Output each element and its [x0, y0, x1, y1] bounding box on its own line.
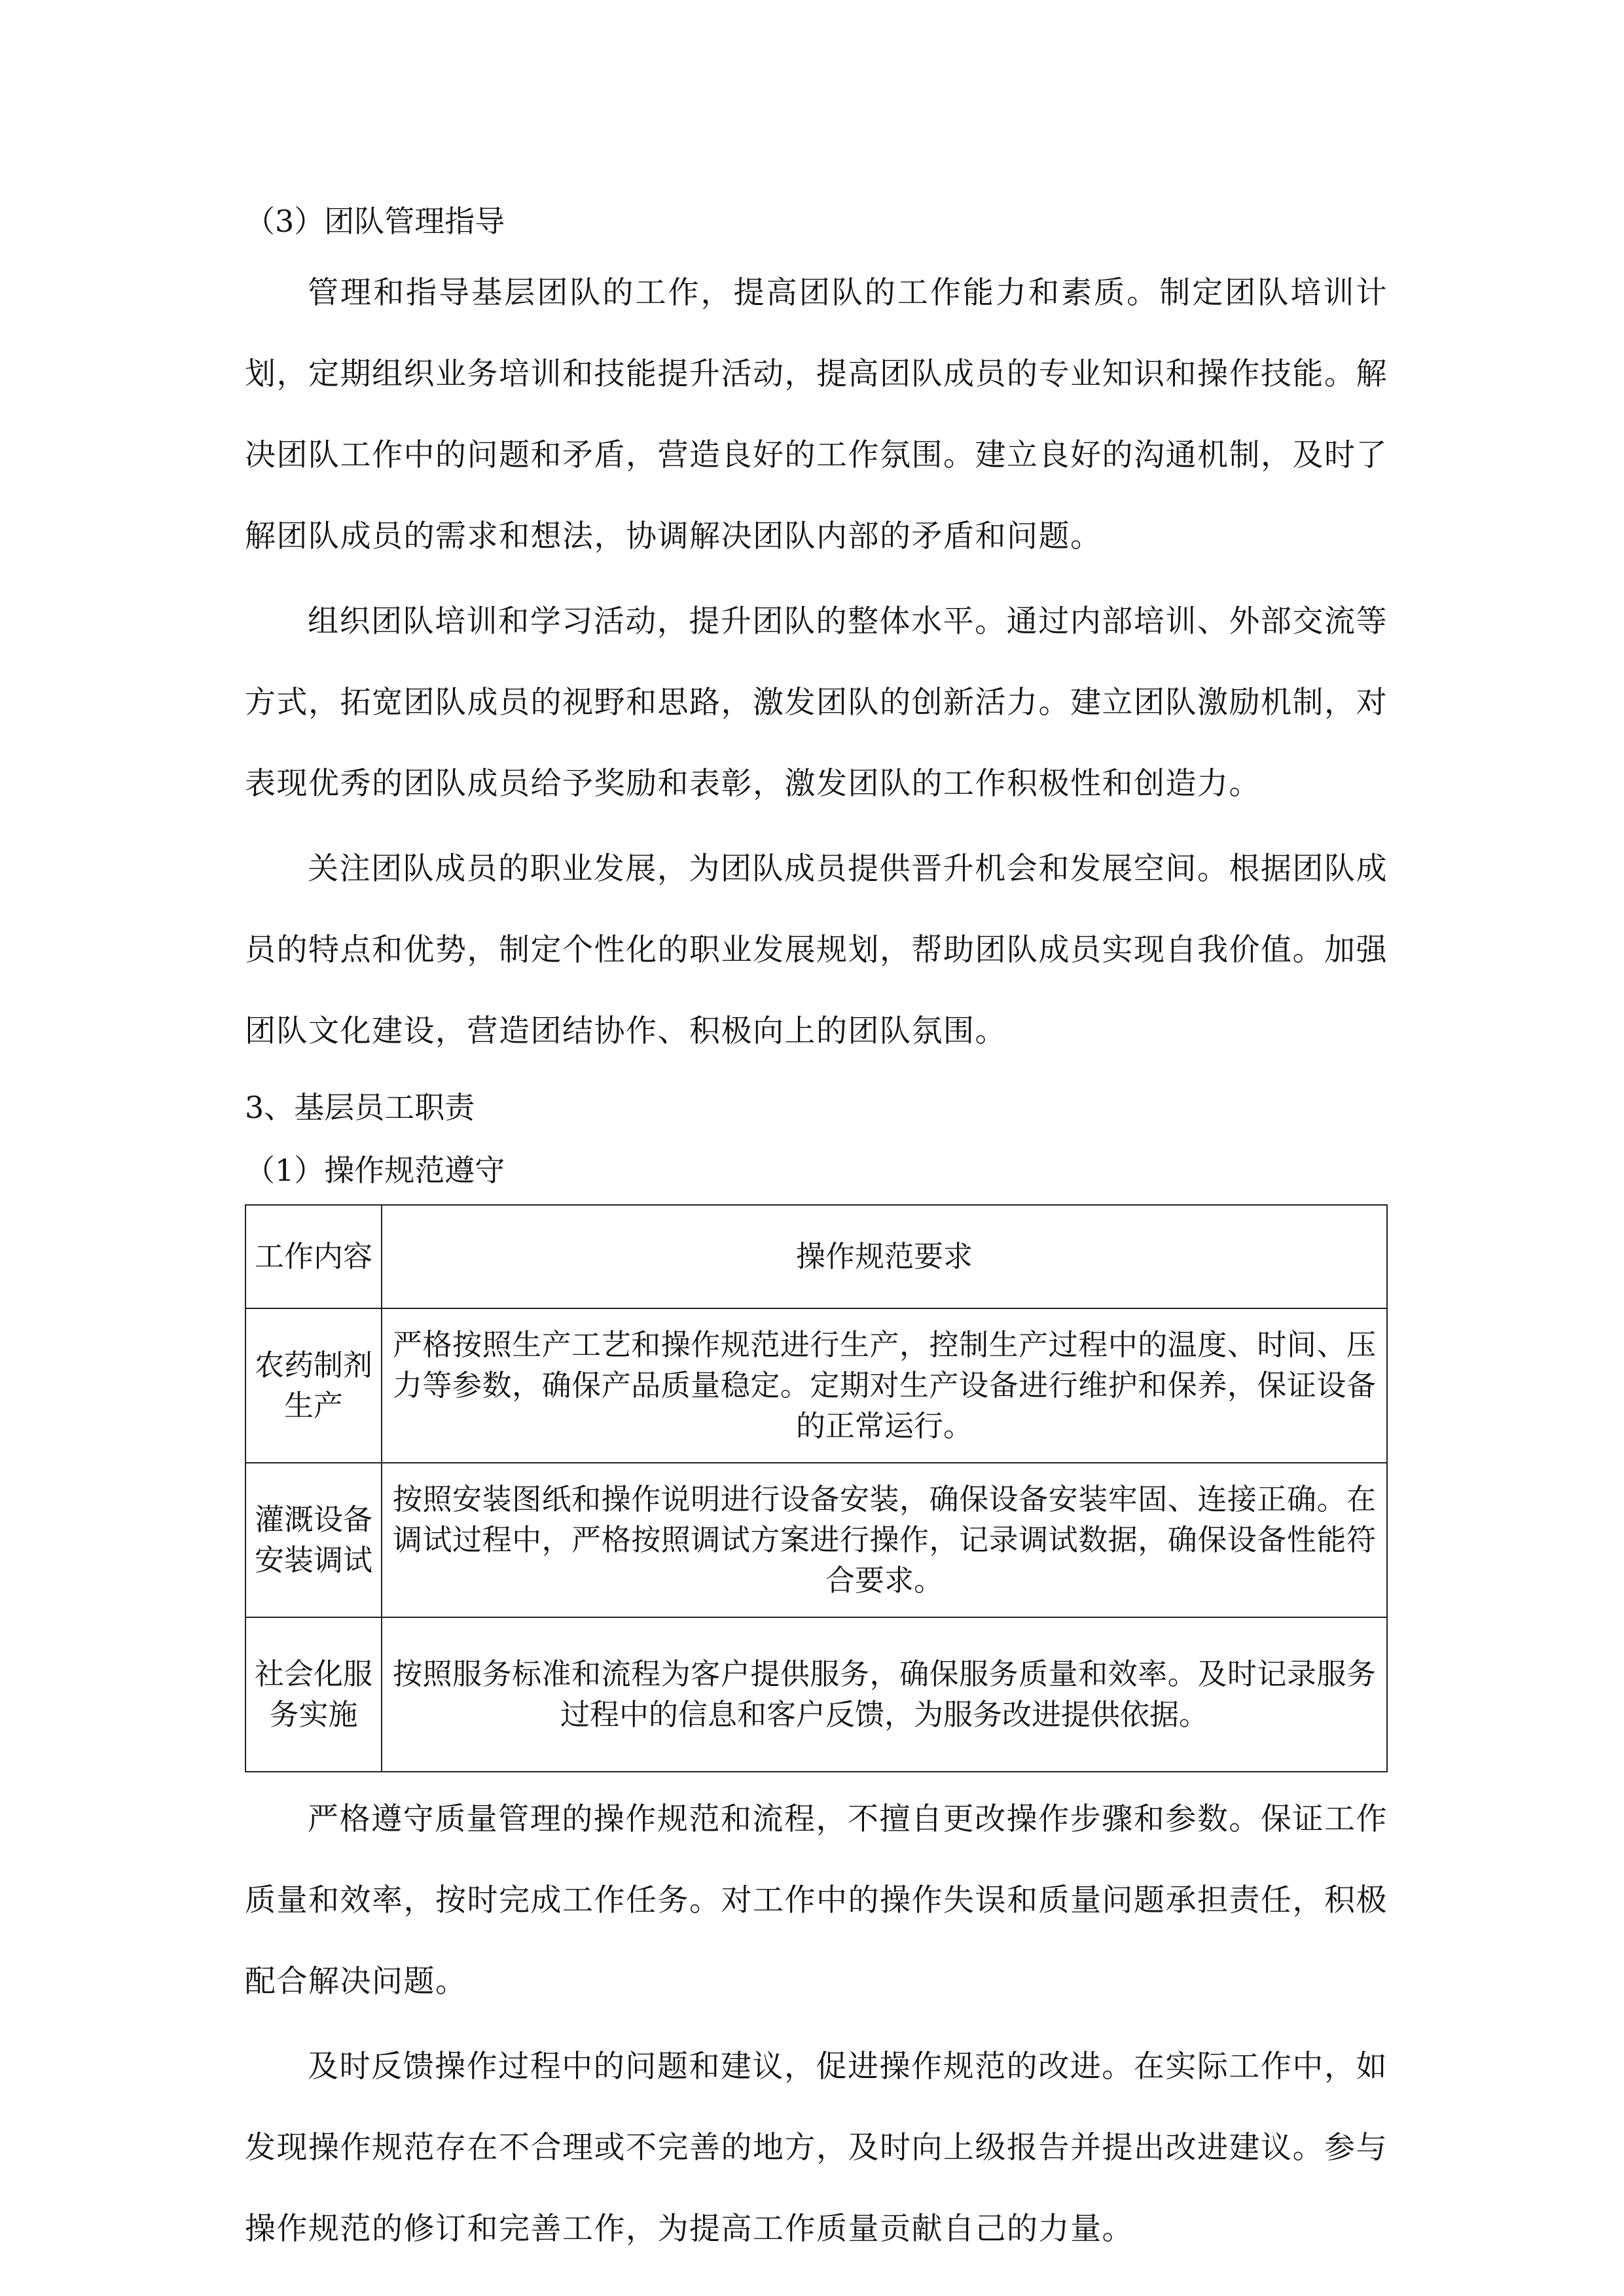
table-header-cell: 工作内容: [245, 1205, 382, 1308]
table-row: [245, 1308, 1387, 1463]
table-cell-requirement: [382, 1463, 1387, 1617]
table-row: [245, 1617, 1387, 1772]
paragraph: 严格遵守质量管理的操作规范和流程，不擅自更改操作步骤和参数。保证工作质量和效率，按时完成工作任务。对工作中的操作失误和质量问题承担责任，积极配合解决问题。: [245, 1801, 1388, 2000]
requirement-text: 按照服务标准和流程为客户提供服务，确保服务质量和效率。及时记录服务过程中的信息和客户反馈，为服务改进提供依据。: [393, 1657, 1376, 1732]
requirement-text: 按照安装图纸和操作说明进行设备安装，确保设备安装牢固、连接正确。在调试过程中，严格按照调试方案进行操作，记录调试数据，确保设备性能符合要求。: [393, 1482, 1376, 1598]
table-cell-work-item: 农药制剂生产: [245, 1308, 382, 1463]
table-cell-work-item: 社会化服务实施: [245, 1617, 382, 1772]
paragraph: 组织团队培训和学习活动，提升团队的整体水平。通过内部培训、外部交流等方式，拓宽团队成员的视野和思路，激发团队的创新活力。建立团队激励机制，对表现优秀的团队成员给予奖励和表彰，激发团队的工作积极性和创造力。: [245, 603, 1388, 802]
paragraph: 管理和指导基层团队的工作，提高团队的工作能力和素质。制定团队培训计划，定期组织业务培训和技能提升活动，提高团队成员的专业知识和操作技能。解决团队工作中的问题和矛盾，营造良好的工作氛围。建立良好的沟通机制，及时了解团队成员的需求和想法，协调解决团队内部的矛盾和问题。: [245, 275, 1388, 554]
table-header-row: [245, 1205, 1387, 1308]
subsection-heading-operation-compliance: （1）操作规范遵守: [245, 1153, 505, 1188]
document-page: [245, 190, 1388, 2274]
section-heading-staff-duties: 3、基层员工职责: [245, 1090, 475, 1125]
operation-spec-table: [245, 1204, 1388, 1772]
paragraph: 及时反馈操作过程中的问题和建议，促进操作规范的改进。在实际工作中，如发现操作规范存在不合理或不完善的地方，及时向上级报告并提出改进建议。参与操作规范的修订和完善工作，为提高工作质量贡献自己的力量。: [245, 2049, 1388, 2247]
section-heading-team-management: （3）团队管理指导: [245, 204, 505, 239]
table-cell-requirement: [382, 1308, 1387, 1463]
table-header-cell: 操作规范要求: [382, 1205, 1387, 1308]
table-cell-work-item: 灌溉设备安装调试: [245, 1463, 382, 1617]
table-row: [245, 1463, 1387, 1617]
paragraph: 关注团队成员的职业发展，为团队成员提供晋升机会和发展空间。根据团队成员的特点和优势，制定个性化的职业发展规划，帮助团队成员实现自我价值。加强团队文化建设，营造团结协作、积极向上的团队氛围。: [245, 851, 1388, 1049]
table-cell-requirement: [382, 1617, 1387, 1772]
requirement-text: 严格按照生产工艺和操作规范进行生产，控制生产过程中的温度、时间、压力等参数，确保产品质量稳定。定期对生产设备进行维护和保养，保证设备的正常运行。: [393, 1327, 1376, 1443]
